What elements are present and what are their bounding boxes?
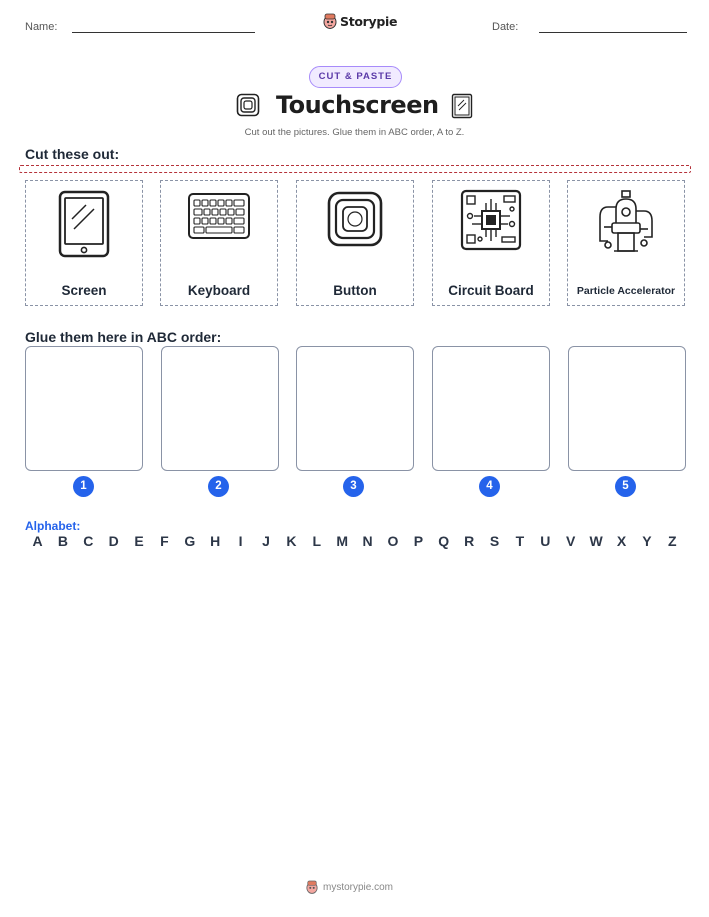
cut-card-particle-accelerator[interactable]: [567, 180, 685, 306]
alphabet-letter-c: C: [83, 533, 94, 549]
tablet-icon: [56, 189, 112, 259]
alphabet-letter-b: B: [57, 533, 68, 549]
storypie-logo: [323, 13, 397, 29]
instructions: Cut out the pictures. Glue them in ABC order, A to Z.: [244, 127, 465, 138]
glue-box-1[interactable]: [25, 346, 143, 471]
date-label: Date:: [492, 21, 519, 33]
button-icon: [236, 93, 260, 117]
alphabet-letter-u: U: [540, 533, 551, 549]
alphabet-letter-w: W: [589, 533, 603, 549]
glue-box-2[interactable]: [161, 346, 279, 471]
alphabet-letter-r: R: [464, 533, 475, 549]
alphabet-letter-m: M: [336, 533, 349, 549]
number-badge-3: 3: [343, 476, 364, 497]
number-badge-1: 1: [73, 476, 94, 497]
alphabet-letter-h: H: [210, 533, 221, 549]
name-label: Name:: [25, 21, 58, 33]
glue-box-4[interactable]: [432, 346, 550, 471]
footer-url[interactable]: mystorypie.com: [323, 881, 394, 893]
cut-line: [19, 165, 691, 173]
alphabet-letter-x: X: [616, 533, 627, 549]
alphabet-row: [25, 533, 685, 549]
alphabet-letter-v: V: [566, 533, 576, 549]
alphabet-letter-i: I: [238, 533, 243, 549]
screen-icon: [451, 93, 473, 119]
keyboard-icon: [186, 191, 252, 241]
name-line: [72, 32, 255, 33]
cut-card-keyboard[interactable]: [160, 180, 278, 306]
number-badge-2: 2: [208, 476, 229, 497]
alphabet-letter-g: G: [184, 533, 196, 549]
cut-label-circuit-board: Circuit Board: [448, 283, 534, 298]
cut-heading: Cut these out:: [25, 146, 120, 162]
alphabet-letter-t: T: [515, 533, 525, 549]
glue-box-5[interactable]: [568, 346, 686, 471]
alphabet-letter-y: Y: [642, 533, 652, 549]
alphabet-letter-n: N: [362, 533, 373, 549]
alphabet-letter-d: D: [108, 533, 119, 549]
page-title: Touchscreen: [276, 91, 439, 119]
cut-label-particle-accelerator: Particle Accelerator: [576, 285, 676, 297]
alphabet-letter-j: J: [262, 533, 270, 549]
alphabet-letter-z: Z: [667, 533, 677, 549]
alphabet-letter-p: P: [413, 533, 424, 549]
alphabet-letter-l: L: [312, 533, 322, 549]
number-badge-5: 5: [615, 476, 636, 497]
alphabet-letter-o: O: [387, 533, 399, 549]
alphabet-letter-q: Q: [438, 533, 450, 549]
alphabet-letter-s: S: [489, 533, 500, 549]
glue-box-3[interactable]: [296, 346, 414, 471]
mascot-icon: [323, 13, 337, 29]
date-line: [539, 32, 687, 33]
cut-card-circuit-board[interactable]: [432, 180, 550, 306]
cut-label-screen: Screen: [61, 283, 107, 298]
alphabet-label: Alphabet:: [25, 519, 81, 533]
cut-label-button: Button: [333, 283, 377, 298]
alphabet-letter-e: E: [134, 533, 144, 549]
glue-heading: Glue them here in ABC order:: [25, 329, 222, 345]
cut-card-screen[interactable]: [25, 180, 143, 306]
cut-card-button[interactable]: [296, 180, 414, 306]
alphabet-letter-a: A: [32, 533, 43, 549]
particle-accelerator-icon: [594, 187, 658, 255]
circuit-board-icon: [460, 189, 522, 251]
footer: [306, 880, 393, 894]
number-badge-4: 4: [479, 476, 500, 497]
alphabet-letter-f: F: [160, 533, 169, 549]
mascot-icon: [306, 880, 318, 894]
alphabet-letter-k: K: [286, 533, 297, 549]
cut-paste-badge: CUT & PASTE: [309, 66, 402, 88]
square-button-icon: [326, 190, 384, 248]
brand-name: Storypie: [340, 13, 398, 29]
cut-label-keyboard: Keyboard: [187, 283, 251, 298]
